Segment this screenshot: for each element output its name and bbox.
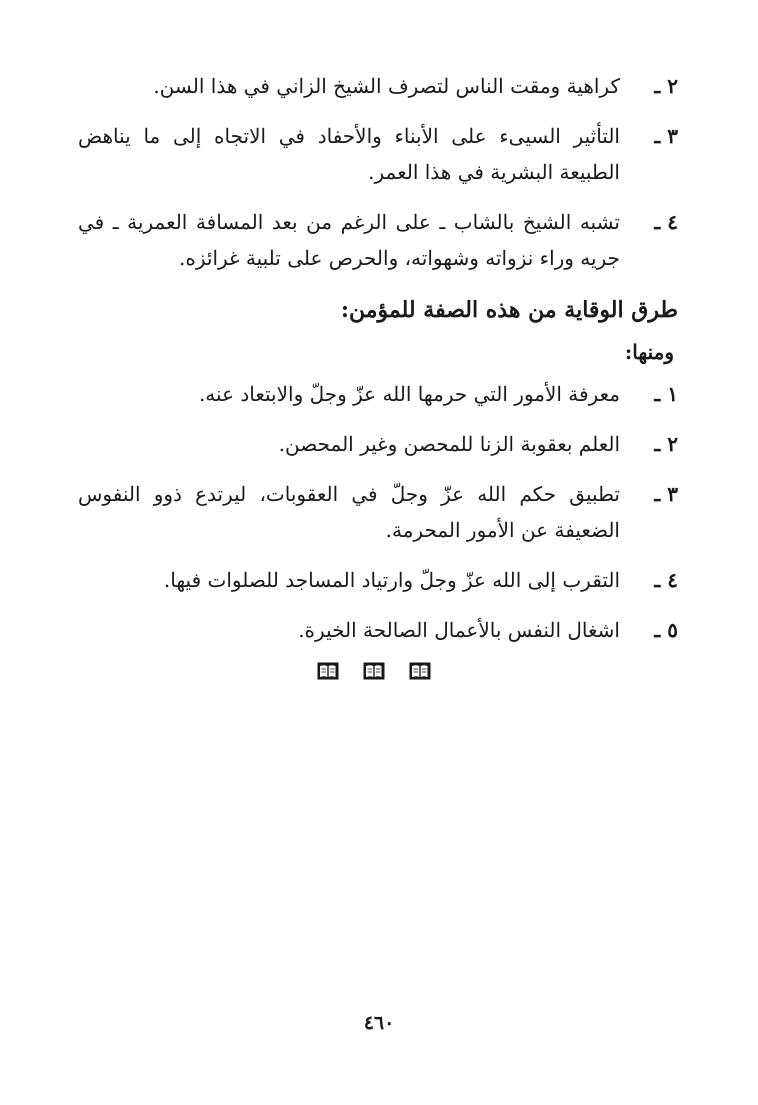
section-heading: طرق الوقاية من هذه الصفة للمؤمن:	[340, 297, 678, 323]
list-item	[78, 476, 678, 548]
item-text: التأثير السيىء على الأبناء والأحفاد في الاتجاه إلى ما يناهض الطبيعة البشرية في هذا العمر.	[78, 124, 620, 184]
item-number: ٣ ـ	[654, 124, 678, 148]
page-number: ٤٦٠	[363, 1012, 395, 1034]
list-item	[78, 376, 678, 412]
item-number: ٢ ـ	[654, 432, 678, 456]
open-book-icon	[363, 662, 385, 680]
item-number: ١ ـ	[654, 382, 678, 406]
item-text: التقرب إلى الله عزّ وجلّ وارتياد المساجد للصلوات فيها.	[163, 568, 620, 592]
item-number: ٢ ـ	[654, 74, 678, 98]
list-item	[78, 562, 678, 598]
item-text: العلم بعقوبة الزنا للمحصن وغير المحصن.	[278, 432, 620, 456]
open-book-icon	[317, 662, 339, 680]
item-number: ٣ ـ	[654, 482, 678, 506]
item-text: معرفة الأمور التي حرمها الله عزّ وجلّ والابتعاد عنه.	[198, 382, 620, 406]
open-book-icon	[409, 662, 431, 680]
list-item	[78, 118, 678, 190]
item-text: اشغال النفس بالأعمال الصالحة الخيرة.	[298, 618, 620, 642]
list-item	[78, 68, 678, 104]
page-content	[78, 68, 678, 680]
section-end-ornaments	[78, 662, 678, 680]
item-number: ٤ ـ	[654, 210, 678, 234]
list-item	[78, 426, 678, 462]
list-item	[78, 204, 678, 276]
item-number: ٤ ـ	[654, 568, 678, 592]
section-subheading: ومنها:	[624, 340, 674, 364]
item-text: تطبيق حكم الله عزّ وجلّ في العقوبات، ليرتدع ذوو النفوس الضعيفة عن الأمور المحرمة.	[78, 482, 620, 542]
list-item	[78, 612, 678, 648]
item-text: كراهية ومقت الناس لتصرف الشيخ الزاني في هذا السن.	[153, 74, 620, 98]
item-text: تشبه الشيخ بالشاب ـ على الرغم من بعد المسافة العمرية ـ في جريه وراء نزواته وشهواته، والحرص على تلبية غرائزه.	[78, 210, 620, 270]
item-number: ٥ ـ	[654, 618, 678, 642]
